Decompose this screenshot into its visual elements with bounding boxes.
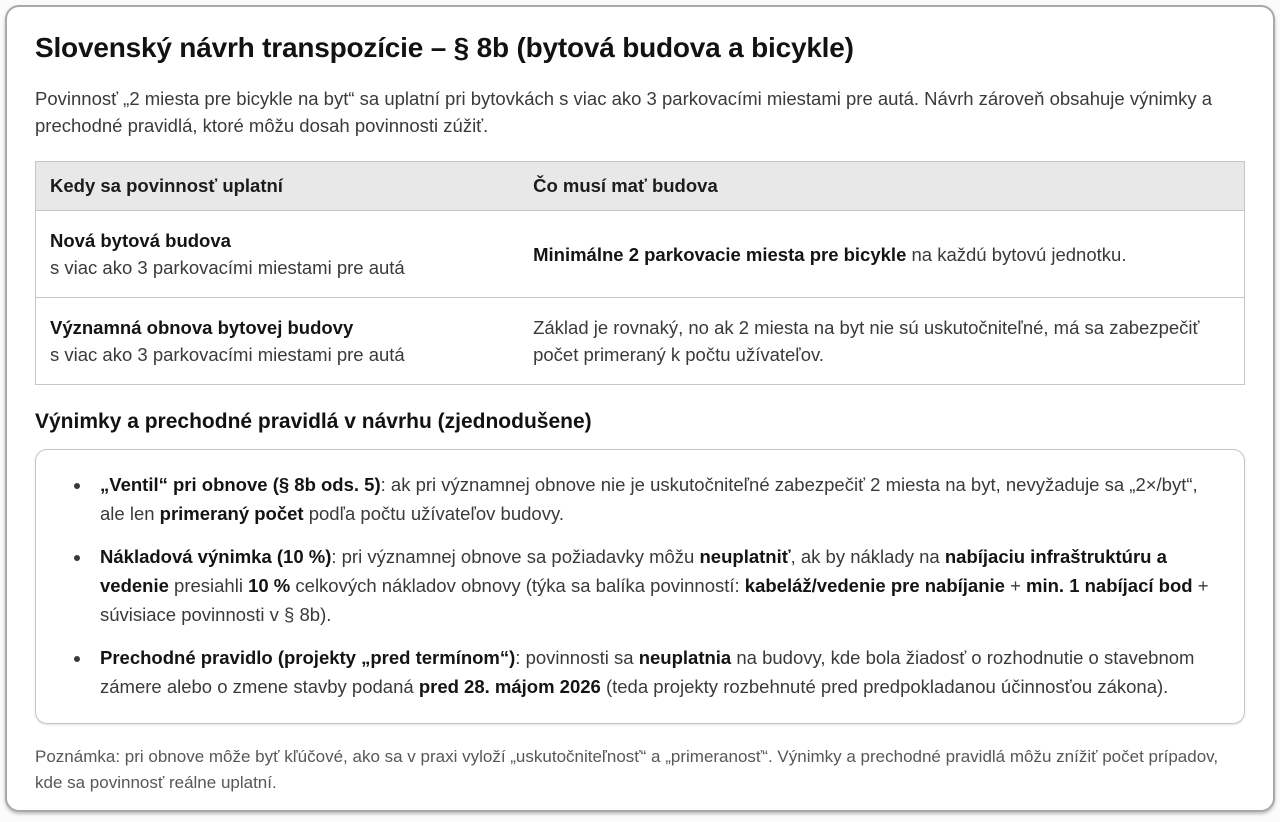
- condition-subtitle: s viac ako 3 parkovacími miestami pre autá: [50, 257, 405, 278]
- condition-cell: [36, 211, 520, 298]
- requirement-cell: Minimálne 2 parkovacie miesta pre bicykle na každú bytovú jednotku.: [533, 243, 1127, 265]
- rules-table: [35, 161, 1245, 385]
- exceptions-box: [35, 449, 1245, 724]
- condition-title: Nová bytová budova: [50, 230, 231, 251]
- requirement-cell: Základ je rovnaký, no ak 2 miesta na byt nie sú uskutočniteľné, má sa zabezpečiť počet primeraný k počtu užívateľov.: [519, 298, 1244, 385]
- table-header-what: Čo musí mať budova: [519, 162, 1244, 211]
- exceptions-list: [70, 470, 1210, 701]
- list-item-valve-exception: • „Ventil“ pri obnove (§ 8b ods. 5): ak pri významnej obnove nie je uskutočniteľné zabezpečiť 2 miesta na byt, nevyžaduje sa „2×/byt“, ale len primeraný počet podľa počtu užívateľov budovy.: [92, 470, 1210, 528]
- condition-subtitle: s viac ako 3 parkovacími miestami pre autá: [50, 344, 405, 365]
- intro-paragraph: Povinnosť „2 miesta pre bicykle na byt“ sa uplatní pri bytovkách s viac ako 3 parkovacími miestami pre autá. Návrh zároveň obsahuje výnimky a prechodné pravidlá, ktoré môžu dosah povinnosti zúžiť.: [35, 88, 1213, 136]
- table-header-when: Kedy sa povinnosť uplatní: [36, 162, 520, 211]
- list-item-cost-exception: • Nákladová výnimka (10 %): pri významnej obnove sa požiadavky môžu neuplatniť, ak by náklady na nabíjaciu infraštruktúru a vedenie presiahli 10 % celkových nákladov obnovy (týka sa balíka povinností: kabeláž/vedenie pre nabíjanie + min. 1 nabíjací bod + súvisiace povinnosti v § 8b).: [92, 542, 1210, 629]
- footnote: Poznámka: pri obnove môže byť kľúčové, ako sa v praxi vyloží „uskutočniteľnosť“ a „primeranosť“. Výnimky a prechodné pravidlá môžu znížiť počet prípadov, kde sa povinnosť reálne uplatní.: [35, 747, 1219, 792]
- page-title: Slovenský návrh transpozície – § 8b (bytová budova a bicykle): [35, 32, 854, 63]
- rules-table-header: [36, 162, 1245, 211]
- document-card: [5, 5, 1275, 812]
- table-header-row: [36, 162, 1245, 211]
- condition-cell: [36, 298, 520, 385]
- exceptions-heading: Výnimky a prechodné pravidlá v návrhu (zjednodušene): [35, 410, 592, 433]
- list-item-transitional-rule: • Prechodné pravidlo (projekty „pred termínom“): povinnosti sa neuplatnia na budovy, kde bola žiadosť o rozhodnutie o stavebnom zámere alebo o zmene stavby podaná pred 28. májom 2026 (teda projekty rozbehnuté pred predpokladanou účinnosťou zákona).: [92, 643, 1210, 701]
- table-row: [36, 298, 1245, 385]
- condition-title: Významná obnova bytovej budovy: [50, 317, 354, 338]
- table-row: [36, 211, 1245, 298]
